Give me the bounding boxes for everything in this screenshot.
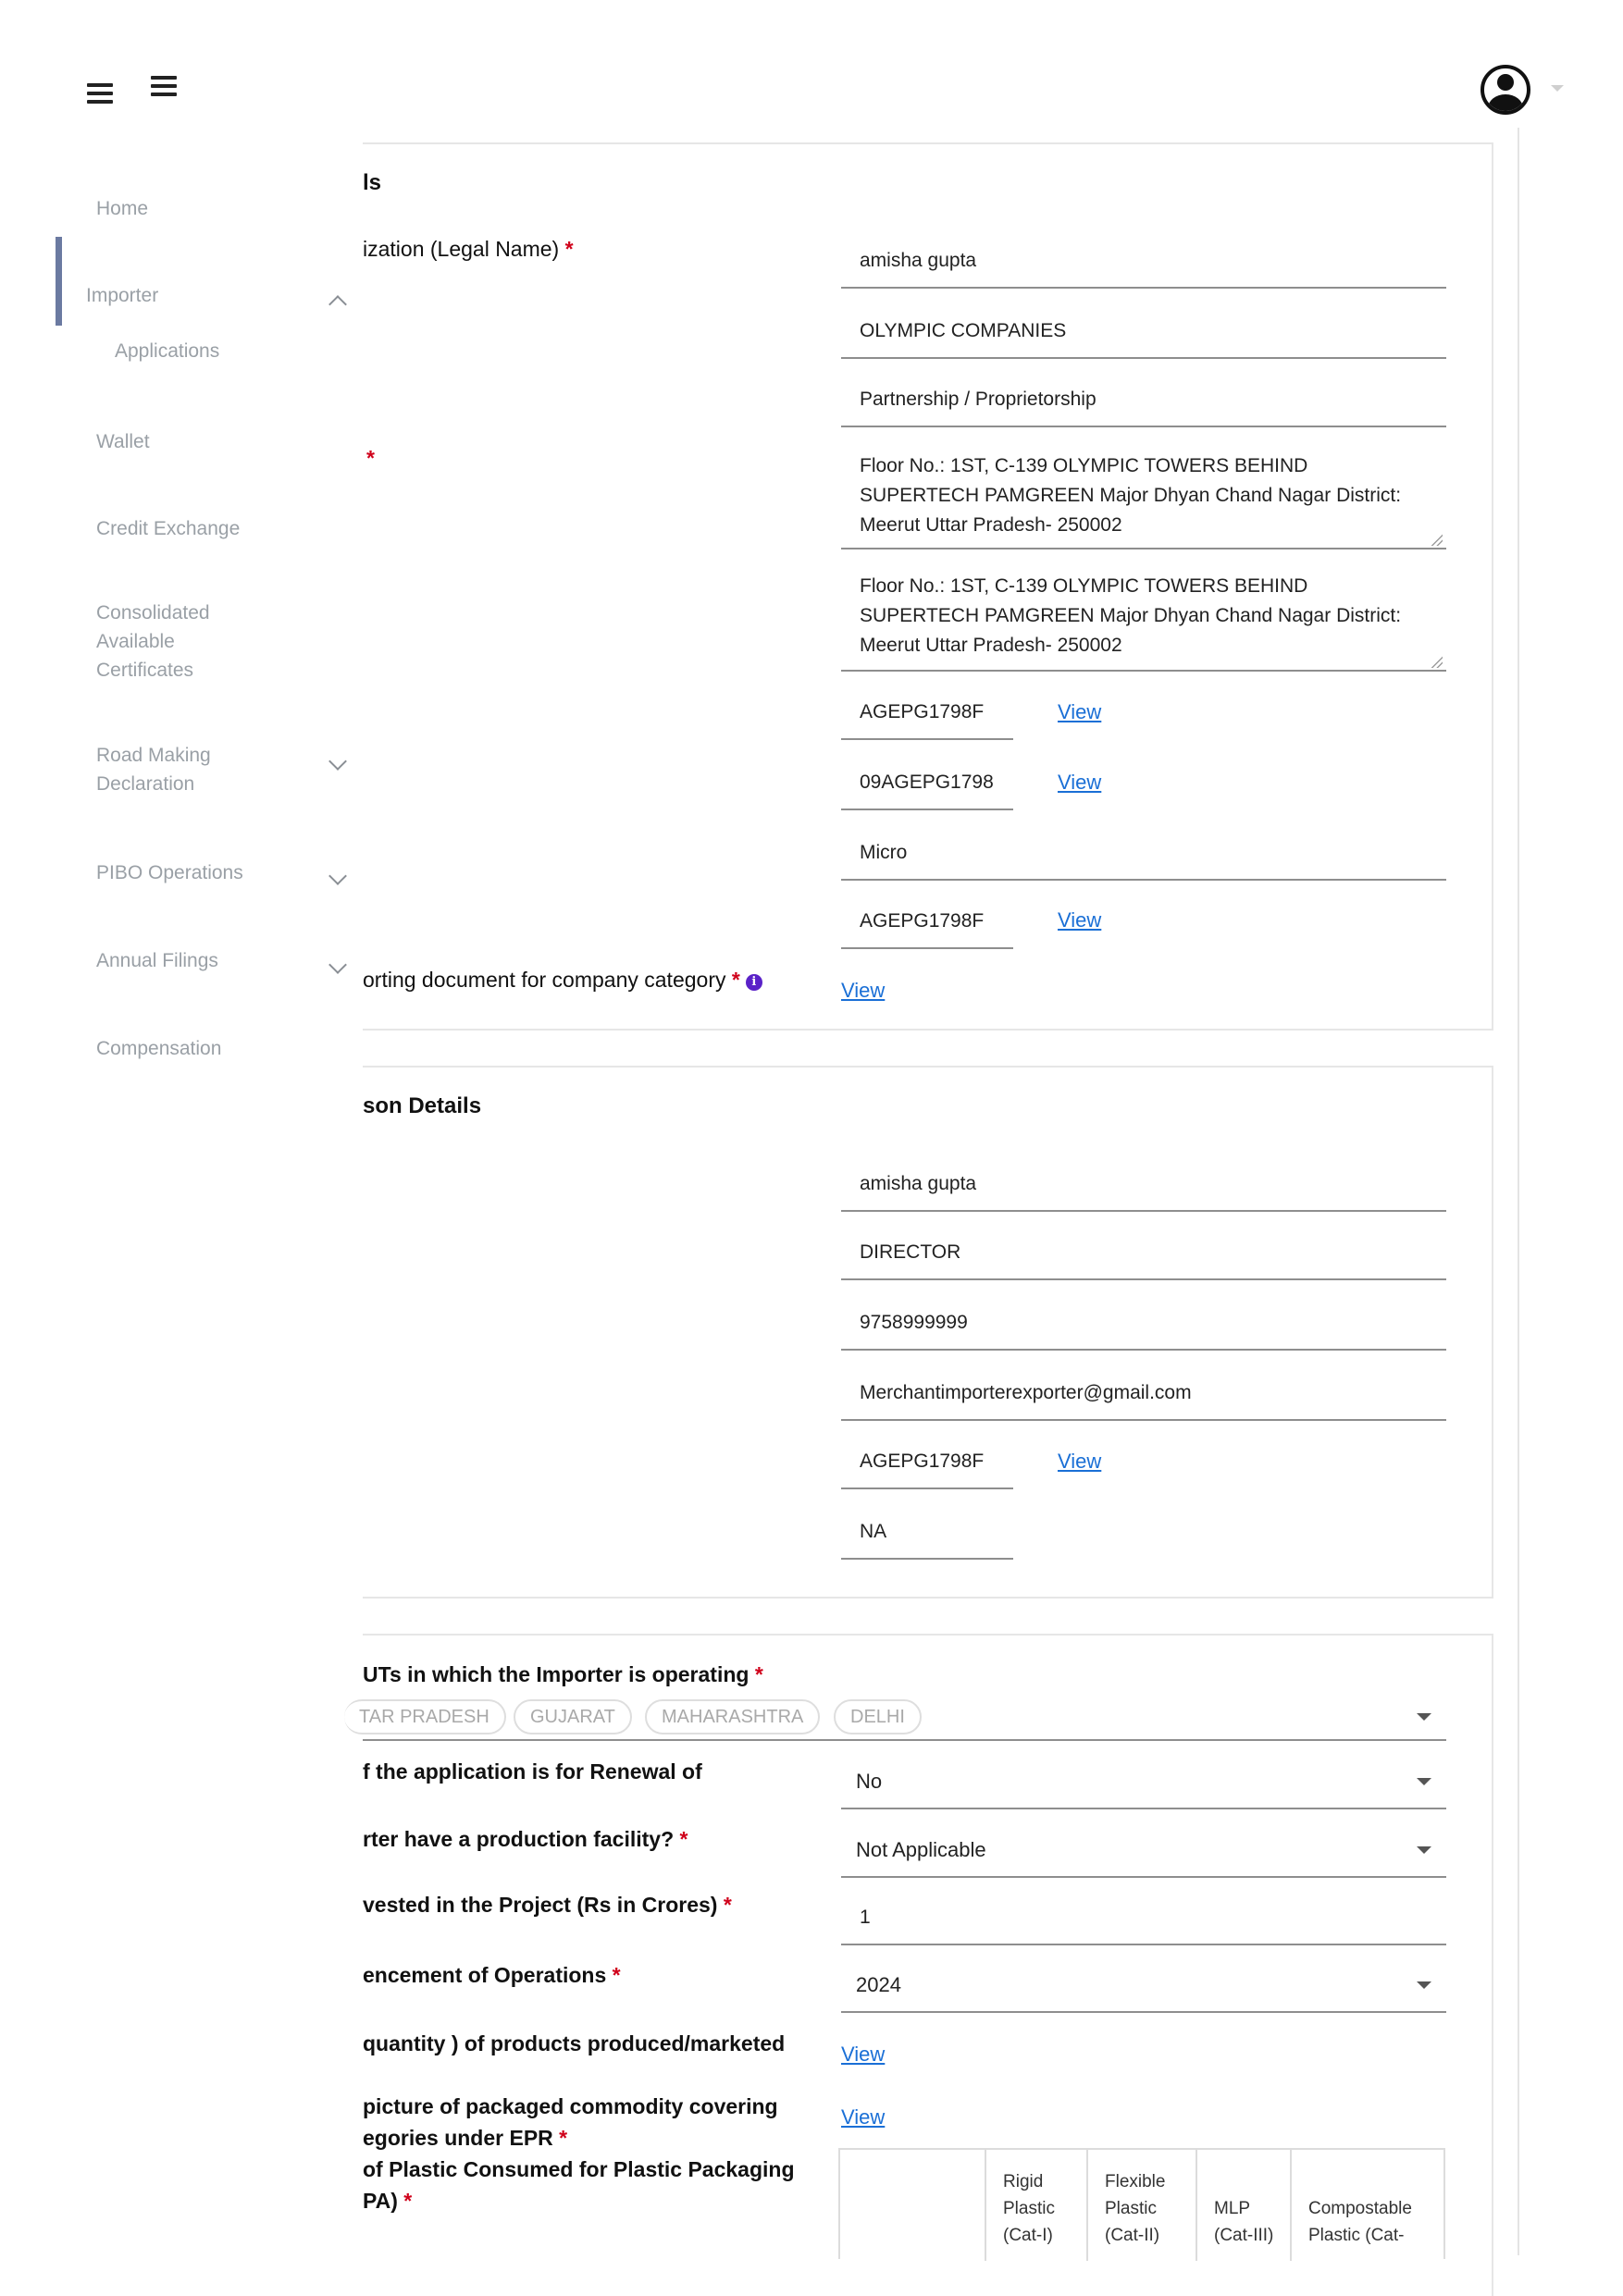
person-pan-field[interactable]: AGEPG1798F xyxy=(841,1436,1013,1489)
state-chip[interactable]: DELHI xyxy=(834,1699,922,1734)
sidebar-item-road-making-declaration[interactable]: Road Making Declaration xyxy=(96,745,211,795)
table-header-cell: Flexible Plastic (Cat-II) xyxy=(1086,2150,1196,2261)
menu-toggle-icon[interactable] xyxy=(87,83,113,104)
state-chip[interactable]: TAR PRADESH xyxy=(344,1699,506,1734)
chevron-down-icon[interactable] xyxy=(328,956,347,974)
investment-field[interactable]: 1 xyxy=(841,1892,1446,1945)
sidebar-active-indicator xyxy=(56,237,62,326)
sidebar-item-credit-exchange[interactable]: Credit Exchange xyxy=(96,518,241,539)
gst-field[interactable]: 09AGEPG1798 xyxy=(841,757,1013,810)
person-name-field[interactable]: amisha gupta xyxy=(841,1158,1446,1212)
table-header-cell: Rigid Plastic (Cat-I) xyxy=(985,2150,1086,2261)
page-divider xyxy=(1518,128,1519,2255)
products-label: quantity ) of products produced/marketed xyxy=(363,2031,786,2055)
plastic-consumed-label: of Plastic Consumed for Plastic Packaging PA) * xyxy=(363,2157,795,2213)
renewal-label: f the application is for Renewal of xyxy=(363,1759,702,1784)
picture-label: picture of packaged commodity covering egories under EPR * xyxy=(363,2094,778,2150)
communication-address-textarea[interactable]: Floor No.: 1ST, C-139 OLYMPIC TOWERS BEHIND SUPERTECH PAMGREEN Major Dhyan Chand Nagar District: Meerut Uttar Pradesh- 250002 xyxy=(841,559,1446,672)
chevron-down-icon[interactable] xyxy=(1417,1981,1431,1989)
state-chip[interactable]: GUJARAT xyxy=(514,1699,632,1734)
card-title: ls xyxy=(363,170,382,195)
renewal-select[interactable]: No xyxy=(841,1756,1446,1809)
chevron-down-icon[interactable] xyxy=(1551,85,1564,92)
sidebar-item-consolidated-certificates[interactable]: Consolidated Available Certificates xyxy=(96,602,210,681)
category-field[interactable]: Micro xyxy=(841,827,1446,881)
chevron-down-icon[interactable] xyxy=(1417,1778,1431,1785)
states-select[interactable] xyxy=(363,1695,1446,1741)
commencement-year-select[interactable]: 2024 xyxy=(841,1959,1446,2013)
products-view-link[interactable]: View xyxy=(841,2043,886,2066)
sidebar-item-applications[interactable]: Applications xyxy=(115,340,220,362)
pan-field[interactable]: AGEPG1798F xyxy=(841,686,1013,740)
user-avatar-icon[interactable] xyxy=(1481,65,1530,115)
designation-field[interactable]: DIRECTOR xyxy=(841,1227,1446,1280)
state-chip[interactable]: MAHARASHTRA xyxy=(645,1699,820,1734)
mobile-field[interactable]: 9758999999 xyxy=(841,1297,1446,1351)
supporting-doc-view-link[interactable]: View xyxy=(841,979,886,1002)
chevron-up-icon[interactable] xyxy=(328,295,347,314)
sidebar-item-annual-filings[interactable]: Annual Filings xyxy=(96,950,218,971)
investment-label: vested in the Project (Rs in Crores) * xyxy=(363,1893,732,1917)
info-icon[interactable]: i xyxy=(746,974,762,991)
legal-name-label: ization (Legal Name) * xyxy=(363,237,574,261)
registered-address-label: * xyxy=(366,446,375,470)
sidebar-item-home[interactable]: Home xyxy=(96,198,149,219)
sidebar-item-pibo-operations[interactable]: PIBO Operations xyxy=(96,862,243,883)
entity-type-field[interactable]: Partnership / Proprietorship xyxy=(841,374,1446,427)
plastic-consumption-table xyxy=(838,2148,1445,2259)
resize-handle-icon[interactable] xyxy=(1430,655,1443,668)
chevron-down-icon[interactable] xyxy=(328,752,347,771)
sidebar-item-compensation[interactable]: Compensation xyxy=(96,1038,222,1059)
menu-collapse-icon[interactable] xyxy=(151,76,177,96)
cin-field[interactable]: AGEPG1798F xyxy=(841,895,1013,949)
cin-view-link[interactable]: View xyxy=(1058,908,1102,932)
sidebar-item-wallet[interactable]: Wallet xyxy=(96,431,150,452)
production-facility-select[interactable]: Not Applicable xyxy=(841,1824,1446,1878)
table-header-cell: MLP (Cat-III) xyxy=(1196,2150,1290,2261)
production-facility-label: rter have a production facility? * xyxy=(363,1827,688,1851)
aadhaar-field[interactable]: NA xyxy=(841,1506,1013,1560)
trade-name-field[interactable]: OLYMPIC COMPANIES xyxy=(841,305,1446,359)
chevron-down-icon[interactable] xyxy=(1417,1713,1431,1721)
resize-handle-icon[interactable] xyxy=(1430,533,1443,546)
gst-view-link[interactable]: View xyxy=(1058,771,1102,794)
legal-name-field[interactable]: amisha gupta xyxy=(841,235,1446,289)
sidebar-item-importer[interactable]: Importer xyxy=(86,285,159,306)
email-field[interactable]: Merchantimporterexporter@gmail.com xyxy=(841,1367,1446,1421)
commencement-label: encement of Operations * xyxy=(363,1963,621,1987)
table-header-cell: Compostable Plastic (Cat- xyxy=(1290,2150,1445,2261)
person-pan-view-link[interactable]: View xyxy=(1058,1450,1102,1473)
chevron-down-icon[interactable] xyxy=(328,867,347,885)
pan-view-link[interactable]: View xyxy=(1058,700,1102,723)
card-title: son Details xyxy=(363,1093,482,1118)
picture-view-link[interactable]: View xyxy=(841,2105,886,2129)
registered-address-textarea[interactable]: Floor No.: 1ST, C-139 OLYMPIC TOWERS BEHIND SUPERTECH PAMGREEN Major Dhyan Chand Nagar District: Meerut Uttar Pradesh- 250002 xyxy=(841,438,1446,549)
chevron-down-icon[interactable] xyxy=(1417,1846,1431,1854)
states-label: UTs in which the Importer is operating * xyxy=(363,1662,763,1686)
supporting-doc-label: orting document for company category * i xyxy=(363,964,762,995)
